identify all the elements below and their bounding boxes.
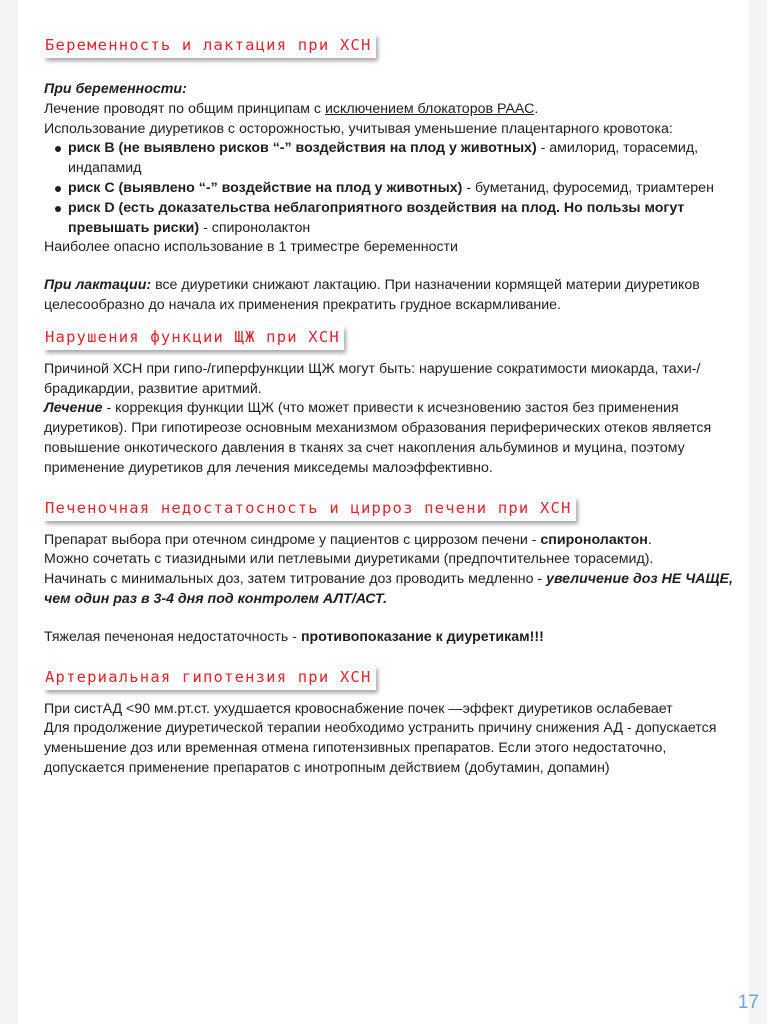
bullet-dot-icon bbox=[55, 146, 61, 152]
thyroid-paragraph-2: Лечение - коррекция функции ЩЖ (что может привести к исчезновению застоя без применения диуретиков). При гипотиреозе основным механизмом образования периферических отеков является повышение онкотического давления в тканях за счет накопления альбуминов и муцина, поэтому применение диуретиков для лечения микседемы малоэффективно. bbox=[44, 400, 712, 476]
liver-paragraph-1: Препарат выбора при отечном синдроме у пациентов с циррозом печени - спиронолактон. bbox=[44, 531, 652, 548]
heading-pregnancy: Беременность и лактация при ХСН bbox=[44, 34, 376, 58]
list-item: риск С (выявлено “-” воздействие на плод у животных) - буметанид, фуросемид, триамтерен bbox=[44, 179, 734, 199]
bullet-dot-icon bbox=[55, 206, 61, 212]
left-margin-bar bbox=[0, 0, 18, 1024]
list-item: риск В (не выявлено рисков “-” воздействия на плод у животных) - амилорид, торасемид, индапамид bbox=[44, 139, 734, 179]
risk-list bbox=[44, 139, 734, 238]
hypotension-paragraph-1: При систАД <90 мм.рт.ст. ухудшается кровоснабжение почек —эффект диуретиков ослабевает bbox=[44, 700, 673, 717]
pregnancy-line-1: Лечение проводят по общим принципам с исключением блокаторов РААС. bbox=[44, 100, 539, 117]
content-column bbox=[44, 34, 734, 779]
page-number: 17 bbox=[737, 992, 759, 1013]
thyroid-paragraph-1: Причиной ХСН при гипо-/гиперфункции ЩЖ могут быть: нарушение сократимости миокарда, тахи-/брадикардии, развитие аритмий. bbox=[44, 360, 701, 397]
heading-liver: Печеночная недостатосность и цирроз печени при ХСН bbox=[44, 497, 576, 521]
raas-note: исключением блокаторов РААС bbox=[324, 100, 535, 117]
bullet-dot-icon bbox=[55, 186, 61, 192]
pregnancy-line-3: Наиболее опасно использование в 1 триместре беременности bbox=[44, 239, 458, 256]
liver-paragraph-4: Тяжелая печеноная недостаточность - противопоказание к диуретикам!!! bbox=[44, 628, 544, 645]
right-margin-bar bbox=[749, 0, 767, 1024]
pregnancy-line-2: Использование диуретиков с осторожностью, учитывая уменьшение плацентарного кровотока: bbox=[44, 120, 673, 137]
heading-thyroid: Нарушения функции ЩЖ при ХСН bbox=[44, 326, 344, 350]
subheading-pregnancy: При беременности: bbox=[44, 81, 187, 97]
liver-paragraph-2: Можно сочетать с тиазидными или петлевыми диуретиками (предпочтительнее торасемид). bbox=[44, 551, 654, 568]
liver-paragraph-3: Начинать с минимальных доз, затем титрование доз проводить медленно - увеличение доз НЕ ЧАЩЕ, чем один раз в 3-4 дня под контролем АЛТ/АСТ. bbox=[44, 571, 733, 607]
lactation-paragraph: При лактации: все диуретики снижают лактацию. При назначении кормящей материи диуретиков целесообразно до начала их применения прекратить грудное вскармливание. bbox=[44, 277, 700, 313]
hypotension-paragraph-2: Для продолжение диуретической терапии необходимо устранить причину снижения АД - допускается уменьшение доз или временная отмена гипотензивных препаратов. Если этого недостаточно, допускается применение препаратов с инотропным действием (добутамин, допамин) bbox=[44, 720, 717, 776]
heading-hypotension: Артериальная гипотензия при ХСН bbox=[44, 666, 376, 690]
list-item: риск D (есть доказательства неблагоприятного воздействия на плод. Но пользы могут превышать риски) - спиронолактон bbox=[44, 199, 734, 239]
